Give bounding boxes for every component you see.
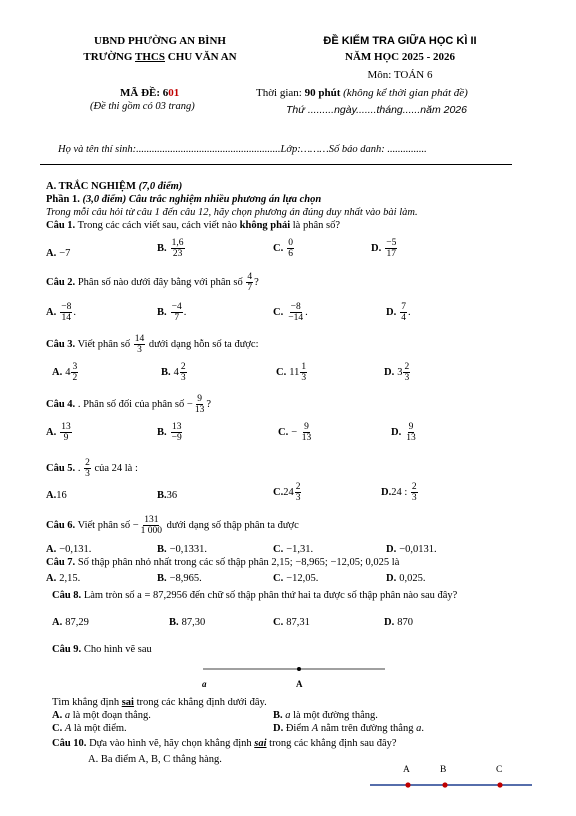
pages-note: (Đề thi gồm có 03 trang) bbox=[90, 101, 195, 112]
q5-option-d[interactable]: D.24 : $\frac{2}{3}$ bbox=[381, 482, 417, 503]
q10-label-b: B bbox=[440, 765, 447, 775]
question-9: Câu 9. Cho hình vẽ sau bbox=[52, 644, 152, 655]
question-1: Câu 1. Trong các cách viết sau, cách viết nào không phải là phân số? bbox=[46, 220, 341, 231]
student-name-field[interactable]: Họ và tên thí sinh:....................................................... bbox=[58, 144, 281, 155]
time-info: Thời gian: 90 phút (không kể thời gian phát đề) bbox=[256, 87, 468, 99]
q1-option-c[interactable]: C. $\frac{0}{6}$ bbox=[273, 238, 293, 259]
q10-figure bbox=[366, 778, 536, 792]
q9-question: Tìm khẳng định sai trong các khẳng định dưới đây. bbox=[52, 697, 267, 708]
q8-option-d[interactable]: D. 870 bbox=[384, 617, 413, 628]
q9-option-b[interactable]: B. a là một đường thẳng. bbox=[273, 710, 378, 721]
q10-option-a[interactable]: A. Ba điểm A, B, C thẳng hàng. bbox=[88, 754, 222, 765]
q3-option-c[interactable]: C. 11 $\frac{1}{3}$ bbox=[276, 362, 307, 383]
q7-option-c[interactable]: C. −12,05. bbox=[273, 573, 319, 584]
school-authority: UBND PHƯỜNG AN BÌNH bbox=[94, 35, 226, 47]
school-name: TRƯỜNG THCS CHU VĂN AN bbox=[83, 51, 237, 63]
exam-code: MÃ ĐỀ: 601 bbox=[120, 87, 180, 99]
q3-option-a[interactable]: A. 4 $\frac{3}{2}$ bbox=[52, 362, 78, 383]
q4-option-d[interactable]: D. $\frac{9}{13}$ bbox=[391, 422, 416, 443]
q5-option-b[interactable]: B.36 bbox=[157, 490, 178, 501]
question-6: Câu 6. Viết phân số − $\frac{131}{1 000}$ dưới dạng số thập phân ta được bbox=[46, 515, 299, 536]
q10-point-a bbox=[405, 782, 410, 787]
q4-option-b[interactable]: B. $\frac{13}{-9}$ bbox=[157, 422, 182, 443]
q9-point-label: A bbox=[296, 679, 303, 689]
q8-option-b[interactable]: B. 87,30 bbox=[169, 617, 206, 628]
q3-option-b[interactable]: B. 4 $\frac{2}{3}$ bbox=[161, 362, 186, 383]
q7-option-b[interactable]: B. −8,965. bbox=[157, 573, 202, 584]
q6-option-b[interactable]: B. −0,1331. bbox=[157, 544, 208, 555]
part1-title: Phần 1. (3,0 điểm) Câu trắc nghiệm nhiều phương án lựa chọn bbox=[46, 194, 322, 205]
question-2: Câu 2. Phân số nào dưới đây bằng với phân số $\frac{4}{7}$ ? bbox=[46, 272, 259, 293]
q6-option-d[interactable]: D. −0,0131. bbox=[386, 544, 437, 555]
q2-option-d[interactable]: D. $\frac{7}{4}$ . bbox=[386, 302, 411, 323]
q5-option-c[interactable]: C.24 $\frac{2}{3}$ bbox=[273, 482, 301, 503]
q8-option-a[interactable]: A. 87,29 bbox=[52, 617, 89, 628]
q3-option-d[interactable]: D. 3 $\frac{2}{3}$ bbox=[384, 362, 410, 383]
q4-option-c[interactable]: C. − $\frac{9}{13}$ bbox=[278, 422, 312, 443]
exam-title: ĐỀ KIỂM TRA GIỮA HỌC KÌ II bbox=[323, 35, 477, 47]
q1-option-d[interactable]: D. $\frac{-5}{17}$ bbox=[371, 238, 397, 259]
instruction: Trong mỗi câu hỏi từ câu 1 đến câu 12, hãy chọn phương án đúng duy nhất vào bài làm. bbox=[46, 207, 418, 218]
q9-line-label: a bbox=[202, 679, 207, 689]
point-a-marker bbox=[297, 667, 301, 671]
question-8: Câu 8. Làm tròn số a = 87,2956 đến chữ số thập phân thứ hai ta được số thập phân nào sau đây? bbox=[52, 590, 458, 601]
subject: Môn: TOÁN 6 bbox=[367, 69, 433, 81]
q10-label-c: C bbox=[496, 765, 503, 775]
q2-option-b[interactable]: B. $\frac{-4}{7}$ . bbox=[157, 302, 187, 323]
q10-point-b bbox=[442, 782, 447, 787]
q10-point-c bbox=[497, 782, 502, 787]
candidate-number-field[interactable]: Số báo danh: ............... bbox=[328, 144, 427, 155]
q8-option-c[interactable]: C. 87,31 bbox=[273, 617, 310, 628]
question-4: Câu 4. . Phân số đối của phân số − $\frac{9}{13}$ ? bbox=[46, 394, 211, 415]
q9-figure bbox=[195, 662, 395, 692]
class-field[interactable]: Lớp:……… bbox=[280, 144, 329, 155]
section-a-title: A. TRẮC NGHIỆM (7,0 điểm) bbox=[46, 181, 183, 192]
q9-option-d[interactable]: D. Điểm A nằm trên đường thẳng a. bbox=[273, 723, 424, 734]
question-5: Câu 5. . $\frac{2}{3}$ của 24 là : bbox=[46, 458, 138, 479]
q5-option-a[interactable]: A.16 bbox=[46, 490, 67, 501]
q6-option-c[interactable]: C. −1,31. bbox=[273, 544, 314, 555]
q9-option-a[interactable]: A. a là một đoạn thẳng. bbox=[52, 710, 151, 721]
q1-option-b[interactable]: B. $\frac{1,6}{23}$ bbox=[157, 238, 184, 259]
question-7: Câu 7. Số thập phân nhỏ nhất trong các số thập phân 2,15; −8,965; −12,05; 0,025 là bbox=[46, 557, 400, 568]
q6-option-a[interactable]: A. −0,131. bbox=[46, 544, 92, 555]
q2-option-a[interactable]: A. $\frac{-8}{14}$ . bbox=[46, 302, 76, 323]
student-info-row bbox=[58, 144, 427, 155]
q7-option-a[interactable]: A. 2,15. bbox=[46, 573, 81, 584]
question-3: Câu 3. Viết phân số $\frac{14}{3}$ dưới dạng hỗn số ta được: bbox=[46, 334, 259, 355]
q9-option-c[interactable]: C. A là một điểm. bbox=[52, 723, 127, 734]
q7-option-d[interactable]: D. 0,025. bbox=[386, 573, 426, 584]
question-10: Câu 10. Dựa vào hình vẽ, hãy chọn khẳng định sai trong các khẳng định sau đây? bbox=[52, 738, 397, 749]
header-divider bbox=[40, 164, 512, 165]
q10-label-a: A bbox=[403, 765, 410, 775]
q2-option-c[interactable]: C. $\frac{-8}{-14}$ . bbox=[273, 302, 308, 323]
school-year: NĂM HỌC 2025 - 2026 bbox=[345, 51, 455, 63]
q4-option-a[interactable]: A. $\frac{13}{9}$ bbox=[46, 422, 71, 443]
q1-option-a[interactable]: A. −7 bbox=[46, 248, 71, 259]
date-line: Thứ .........ngày.......tháng......năm 2026 bbox=[286, 104, 467, 116]
